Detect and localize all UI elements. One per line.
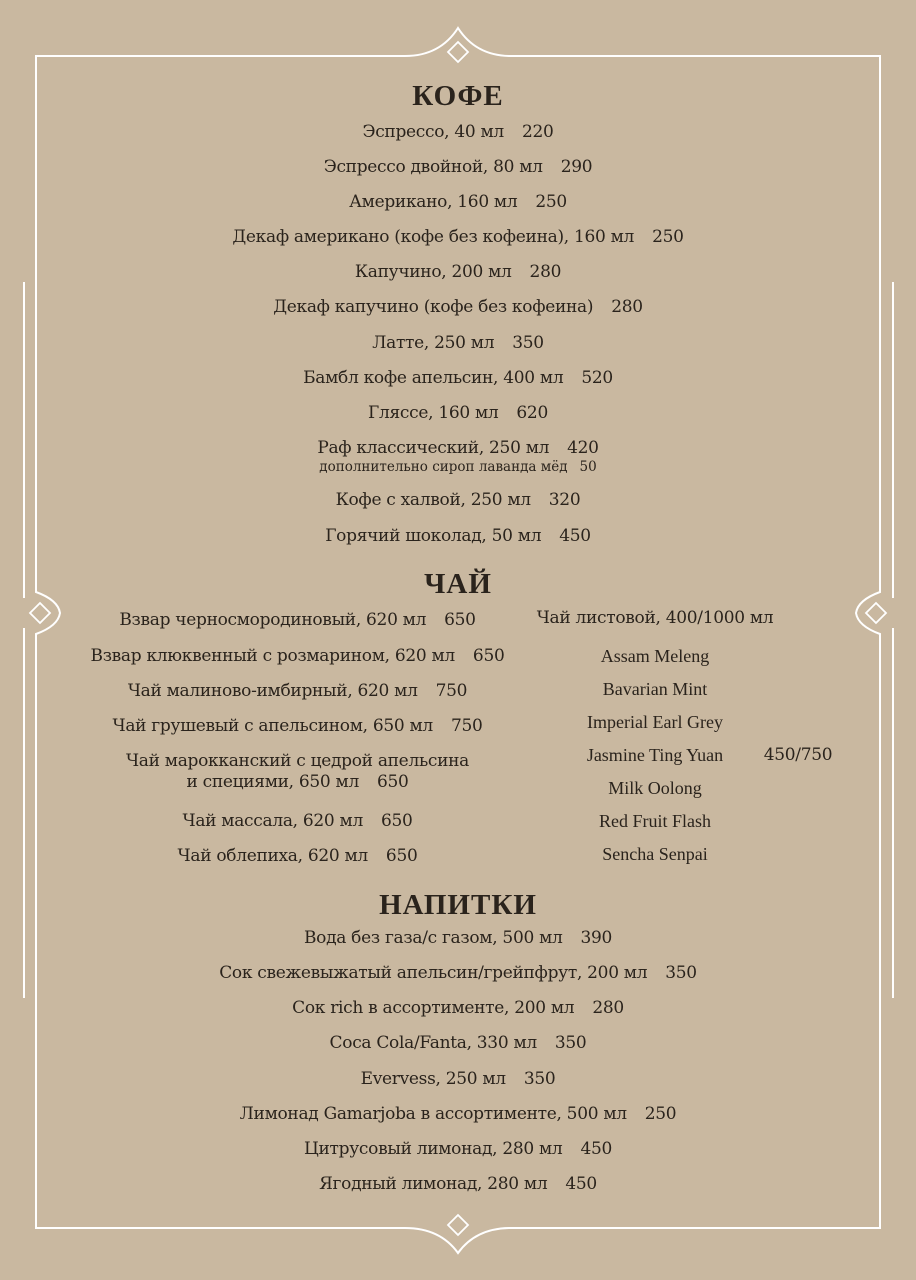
menu-item: Латте, 250 мл 350 bbox=[372, 333, 544, 353]
drinks-section-title: НАПИТКИ bbox=[379, 889, 537, 921]
menu-item-continued: и специями, 650 мл 650 bbox=[186, 772, 409, 792]
menu-item: Лимонад Gamarjoba в ассортименте, 500 мл 250 bbox=[239, 1104, 677, 1124]
menu-item: Гляссе, 160 мл 620 bbox=[368, 403, 548, 423]
menu-item: Эспрессо, 40 мл 220 bbox=[362, 122, 554, 142]
menu-item: Взвар черносмородиновый, 620 мл 650 bbox=[119, 610, 476, 630]
menu-item: Чай грушевый с апельсином, 650 мл 750 bbox=[112, 716, 483, 736]
menu-item: Американо, 160 мл 250 bbox=[349, 192, 567, 212]
menu-item: Раф классический, 250 мл 420 bbox=[317, 438, 599, 458]
menu-item: Вода без газа/с газом, 500 мл 390 bbox=[303, 928, 613, 948]
leaf-tea-item: Milk Oolong bbox=[608, 778, 702, 798]
menu-item: Эспрессо двойной, 80 мл 290 bbox=[323, 157, 593, 177]
menu-item: Взвар клюквенный с розмарином, 620 мл 650 bbox=[90, 646, 505, 666]
menu-item: Декаф капучино (кофе без кофеина) 280 bbox=[273, 297, 643, 317]
leaf-tea-header: Чай листовой, 400/1000 мл bbox=[536, 608, 774, 628]
menu-item: Капучино, 200 мл 280 bbox=[354, 262, 562, 282]
menu-item: Ягодный лимонад, 280 мл 450 bbox=[319, 1174, 597, 1194]
menu-item: Чай массала, 620 мл 650 bbox=[182, 811, 413, 831]
leaf-tea-item: Red Fruit Flash bbox=[598, 811, 711, 831]
diamond-ornaments bbox=[30, 42, 886, 1235]
leaf-tea-item: Imperial Earl Grey bbox=[587, 712, 723, 732]
menu-item: Горячий шоколад, 50 мл 450 bbox=[325, 526, 591, 546]
menu-item: Цитрусовый лимонад, 280 мл 450 bbox=[303, 1139, 612, 1159]
menu-item: Сок свежевыжатый апельсин/грейпфрут, 200 мл 350 bbox=[219, 963, 697, 983]
menu-item: Evervess, 250 мл 350 bbox=[360, 1069, 556, 1089]
menu-item: Декаф американо (кофе без кофеина), 160 мл 250 bbox=[232, 227, 684, 247]
coffee-section-title: КОФЕ bbox=[412, 80, 504, 112]
leaf-tea-price: 450/750 bbox=[763, 745, 833, 765]
menu-item: Чай малиново-имбирный, 620 мл 750 bbox=[127, 681, 468, 701]
menu-item: Сок rich в ассортименте, 200 мл 280 bbox=[292, 998, 624, 1018]
menu-item: Чай облепиха, 620 мл 650 bbox=[177, 846, 418, 866]
menu-item: Кофе с халвой, 250 мл 320 bbox=[335, 490, 581, 510]
menu-item-note: дополнительно сироп лаванда мёд 50 bbox=[319, 459, 597, 475]
leaf-tea-item: Bavarian Mint bbox=[602, 679, 708, 699]
tea-section-title: ЧАЙ bbox=[424, 568, 492, 600]
menu-item: Чай марокканский с цедрой апельсина bbox=[125, 751, 470, 771]
menu-item: Бамбл кофе апельсин, 400 мл 520 bbox=[303, 368, 613, 388]
menu-item: Coca Cola/Fanta, 330 мл 350 bbox=[329, 1033, 587, 1053]
leaf-tea-item: Sencha Senpai bbox=[602, 844, 708, 864]
leaf-tea-item: Jasmine Ting Yuan bbox=[586, 745, 724, 765]
leaf-tea-item: Assam Meleng bbox=[600, 646, 710, 666]
